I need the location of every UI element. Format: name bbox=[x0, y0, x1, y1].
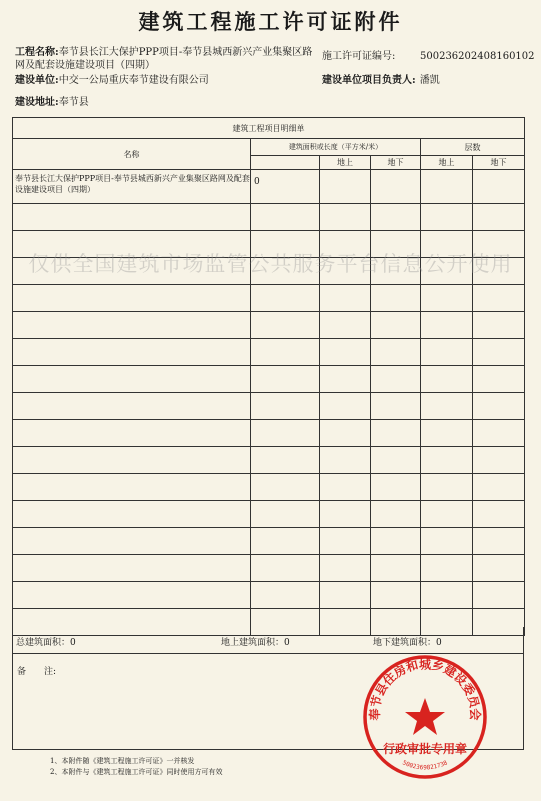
sub-above-area: 地上 bbox=[320, 156, 371, 170]
seal-center-text: 行政审批专用章 bbox=[382, 742, 468, 756]
table-row bbox=[13, 366, 525, 393]
table-row bbox=[13, 528, 525, 555]
footnote-2: 2、本附件与《建筑工程施工许可证》同时使用方可有效 bbox=[50, 768, 223, 776]
table-row bbox=[13, 170, 525, 204]
table-row bbox=[13, 555, 525, 582]
footnotes bbox=[50, 756, 222, 778]
row-name-cell: 奉节县长江大保护PPP项目-奉节县城西新兴产业集聚区路网及配套设施建设项目（四期） bbox=[13, 170, 251, 204]
footnote-1: 1、本附件随《建筑工程施工许可证》一并核发 bbox=[50, 757, 195, 765]
sub-below-floors: 地下 bbox=[473, 156, 525, 170]
below-ground-area: 地下建筑面积：0 bbox=[373, 638, 442, 648]
remarks-label: 备 注: bbox=[17, 667, 57, 677]
builder-label: 建设单位: bbox=[15, 75, 59, 86]
table-row bbox=[13, 339, 525, 366]
official-seal bbox=[360, 652, 490, 782]
above-ground-area: 地上建筑面积：0 bbox=[221, 638, 290, 648]
leader bbox=[322, 74, 440, 87]
table-row bbox=[13, 204, 525, 231]
sub-above-floors: 地上 bbox=[421, 156, 473, 170]
document-title: 建筑工程施工许可证附件 bbox=[138, 9, 403, 34]
table-row bbox=[13, 582, 525, 609]
sub-below-area: 地下 bbox=[371, 156, 421, 170]
table-row bbox=[13, 312, 525, 339]
project-detail-table bbox=[12, 117, 525, 636]
address-label: 建设地址: bbox=[15, 97, 59, 108]
permit-no-label: 施工许可证编号: bbox=[322, 51, 396, 62]
address-value: 奉节县 bbox=[58, 97, 89, 108]
permit-no-value: 500236202408160102 bbox=[420, 51, 535, 62]
totals-row bbox=[12, 627, 524, 654]
leader-label: 建设单位项目负责人: bbox=[322, 75, 416, 86]
project-name-label: 工程名称: bbox=[15, 47, 59, 58]
project-name bbox=[15, 46, 315, 72]
table-row bbox=[13, 474, 525, 501]
table-row bbox=[13, 393, 525, 420]
builder bbox=[15, 74, 209, 87]
seal-top-text: 奉节县住房和城乡建设委员会 bbox=[367, 657, 483, 721]
table-row bbox=[13, 285, 525, 312]
leader-value: 潘凯 bbox=[419, 75, 440, 86]
col-area-header: 建筑面积或长度（平方米/米） bbox=[251, 139, 421, 156]
seal-number: 5002369821738 bbox=[401, 759, 449, 772]
row-area-cell: 0 bbox=[251, 170, 320, 204]
builder-value: 中交一公局重庆奉节建设有限公司 bbox=[58, 75, 209, 86]
address bbox=[15, 96, 89, 109]
col-floors-header: 层数 bbox=[421, 139, 525, 156]
table-row bbox=[13, 420, 525, 447]
project-name-value: 奉节县长江大保护PPP项目-奉节县城西新兴产业集聚区路网及配套设施建设项目（四期） bbox=[15, 47, 313, 71]
table-row bbox=[13, 501, 525, 528]
table-row bbox=[13, 447, 525, 474]
seal-star-icon bbox=[405, 698, 445, 735]
table-caption: 建筑工程项目明细单 bbox=[13, 118, 525, 139]
watermark: 仅供全国建筑市场监管公共服务平台信息公开使用 bbox=[28, 252, 513, 276]
total-area: 总建筑面积：0 bbox=[16, 638, 76, 648]
col-name-header: 名称 bbox=[13, 139, 251, 170]
